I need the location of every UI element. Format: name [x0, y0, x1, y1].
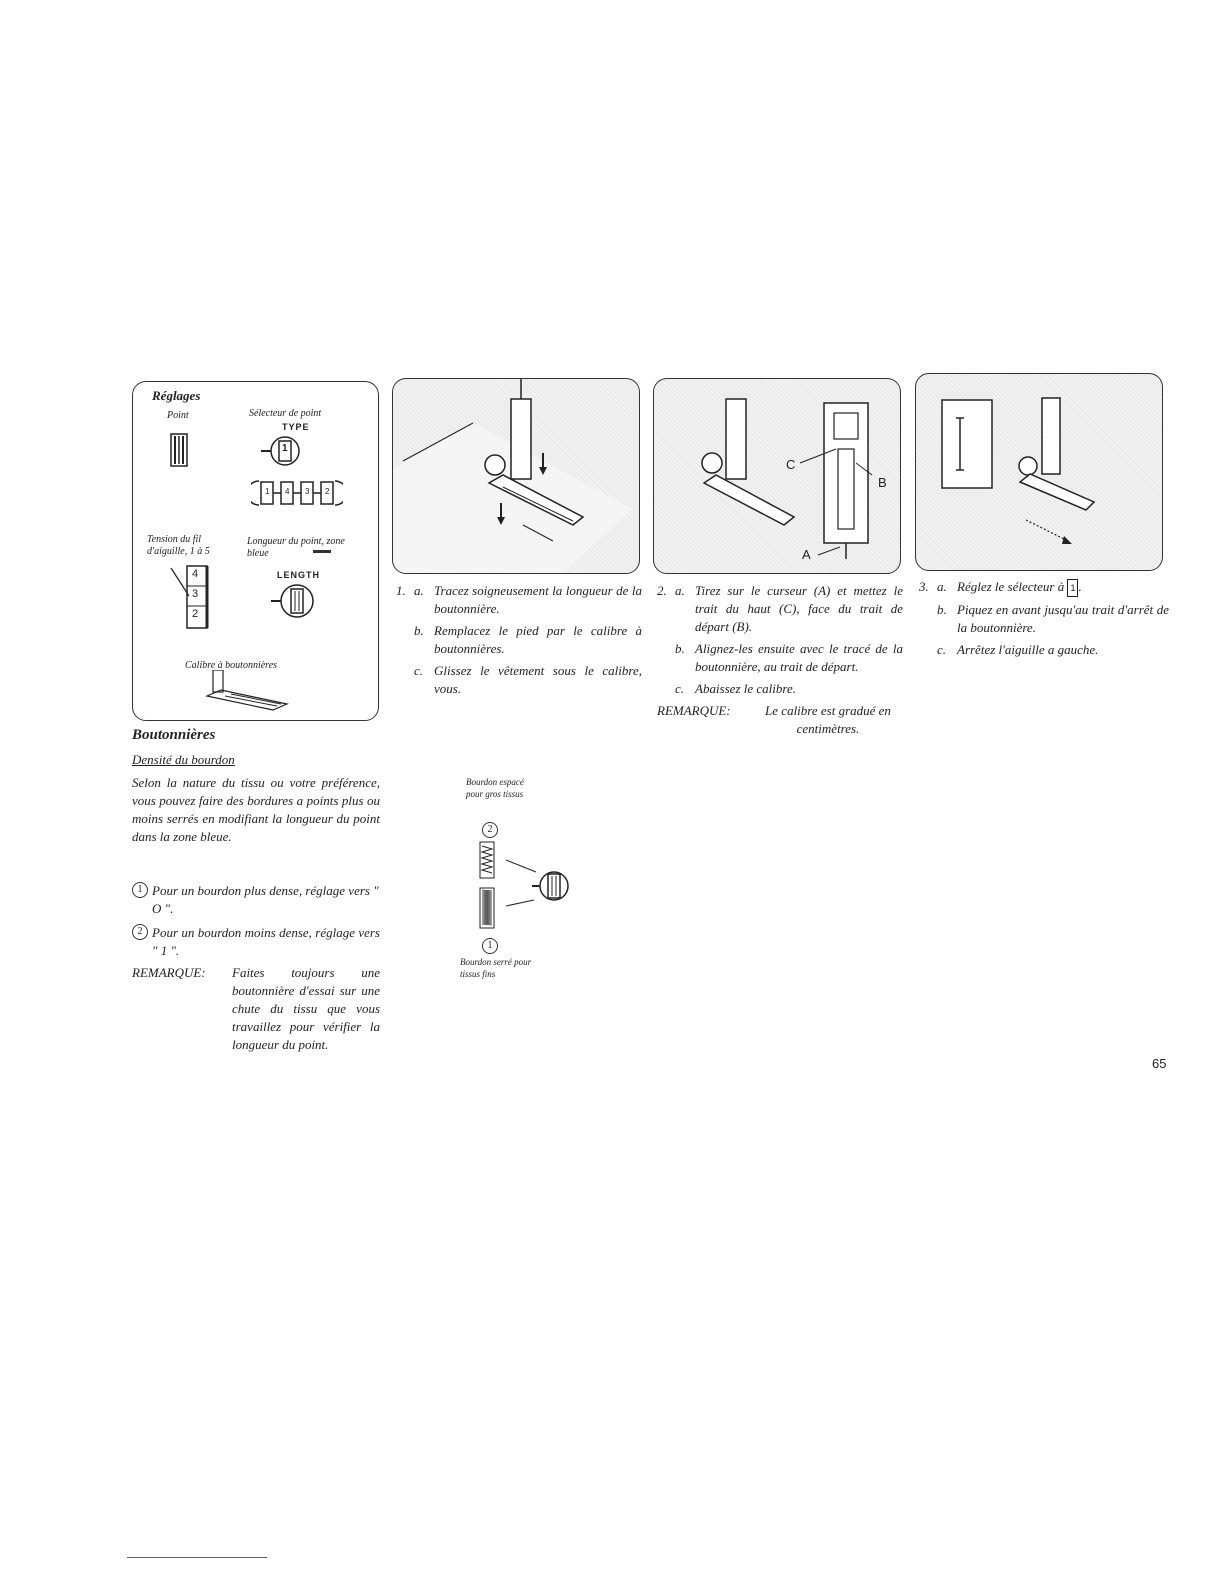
pattern-value-3: 3 — [305, 487, 310, 496]
settings-title: Réglages — [152, 388, 201, 403]
type-dial-value: 1 — [282, 443, 288, 454]
density-top-number: 2 — [482, 822, 498, 838]
item-2-number: 2 — [132, 924, 148, 940]
step2-b-text: Alignez-les ensuite avec le tracé de la boutonnière, au trait de départ. — [695, 641, 903, 674]
point-label: Point — [167, 410, 189, 421]
density-bottom-number: 1 — [482, 938, 498, 954]
density-bottom-label: Bourdon serré pour tissus fins — [460, 957, 532, 979]
item-1-number: 1 — [132, 882, 148, 898]
length-label-text: Longueur du point, zone bleue — [247, 536, 345, 559]
selector-label: Sélecteur de point — [249, 408, 322, 419]
step3-a-letter: a. — [937, 579, 947, 594]
step3-b-letter: b. — [937, 602, 947, 617]
step2-b-letter: b. — [675, 641, 685, 656]
pattern-value-2: 4 — [285, 487, 290, 496]
step1-c-text: Glissez le vêtement sous le calibre, vous. — [434, 663, 642, 696]
step1-b-text: Remplacez le pied par le calibre à boutonnières. — [434, 623, 642, 656]
label-c: C — [786, 457, 796, 472]
item-1-text: Pour un bourdon plus dense, réglage vers " O ". — [152, 883, 379, 916]
blue-zone-icon — [313, 550, 331, 553]
step1-c-letter: c. — [414, 663, 424, 678]
step1-b-letter: b. — [414, 623, 424, 638]
step3-text: 3. a. Réglez le sélecteur à 1 . b. Piquez en avant jusqu'au trait d'arrêt de la boutonnière. c. Arrêtez l'aiguille a gauche. — [919, 579, 1169, 657]
step1-illustration — [392, 378, 640, 574]
step2-c-letter: c. — [675, 681, 685, 696]
length-dial-icon — [267, 582, 323, 620]
step2-a-letter: a. — [675, 583, 685, 598]
settings-panel — [132, 381, 379, 721]
label-a: A — [802, 547, 811, 562]
step3-illustration — [915, 373, 1163, 571]
label-b: B — [878, 475, 887, 490]
section-intro: Selon la nature du tissu ou votre préférence, vous pouvez faire des bordures a points plus ou moins serrés en modifiant la longueur du point dans la zone bleue. — [132, 775, 380, 844]
step2-illustration — [653, 378, 901, 574]
gauge-slider-icon — [654, 379, 900, 573]
page-number: 65 — [1152, 1056, 1167, 1071]
section-title: Boutonnières — [132, 727, 216, 743]
step1-number: 1. — [396, 583, 406, 598]
presser-foot-gauge-icon — [393, 379, 639, 573]
step2-c-text: Abaissez le calibre. — [695, 681, 796, 696]
step3-number: 3. — [919, 579, 929, 594]
density-top-label: Bourdon espacé pour gros tissus — [466, 777, 524, 799]
step2-text — [657, 582, 903, 738]
tension-label: Tension du fil d'aiguille, 1 à 5 — [147, 534, 210, 557]
step1-a-text: Tracez soigneusement la longueur de la boutonnière. — [434, 583, 642, 616]
item-2 — [132, 924, 380, 960]
density-diagram-icon — [474, 840, 584, 936]
type-label: TYPE — [282, 422, 310, 432]
tension-value-4: 4 — [192, 568, 199, 580]
step3-a-text: Réglez le sélecteur à — [957, 579, 1065, 594]
tension-value-3: 3 — [192, 588, 199, 600]
step2-a-text: Tirez sur le curseur (A) et mettez le trait du haut (C), face du trait de départ (B). — [695, 583, 903, 634]
item-2-text: Pour un bourdon moins dense, réglage vers " 1 ". — [152, 925, 380, 958]
footer-rule — [127, 1557, 267, 1558]
step3-b-text: Piquez en avant jusqu'au trait d'arrêt de la boutonnière. — [957, 602, 1169, 635]
tension-value-2: 2 — [192, 608, 199, 620]
step2-note-key: REMARQUE: — [657, 703, 731, 718]
sewing-buttonhole-icon — [916, 374, 1162, 570]
step3-c-text: Arrêtez l'aiguille a gauche. — [957, 642, 1099, 657]
pattern-value-4: 2 — [325, 487, 330, 496]
buttonhole-stitch-icon — [169, 432, 189, 468]
step1-text — [396, 582, 642, 702]
selector-box-icon: 1 — [1067, 579, 1078, 597]
section-note-text: Faites toujours une boutonnière d'essai sur une chute du tissu que vous travaillez pour vérifier la longueur du point. — [232, 965, 380, 1052]
buttonhole-gauge-icon — [203, 670, 303, 718]
step3-c-letter: c. — [937, 642, 947, 657]
gauge-label: Calibre à boutonnières — [185, 660, 278, 671]
section-subtitle: Densité du bourdon — [132, 752, 235, 767]
length-label: LENGTH — [277, 570, 320, 580]
step2-note-text: Le calibre est gradué en centimètres. — [765, 703, 891, 736]
item-1 — [132, 882, 380, 918]
section-note-key: REMARQUE: — [132, 965, 206, 980]
step2-number: 2. — [657, 583, 667, 598]
pattern-value-1: 1 — [265, 487, 270, 496]
section-note — [132, 964, 380, 1054]
step1-a-letter: a. — [414, 583, 424, 598]
